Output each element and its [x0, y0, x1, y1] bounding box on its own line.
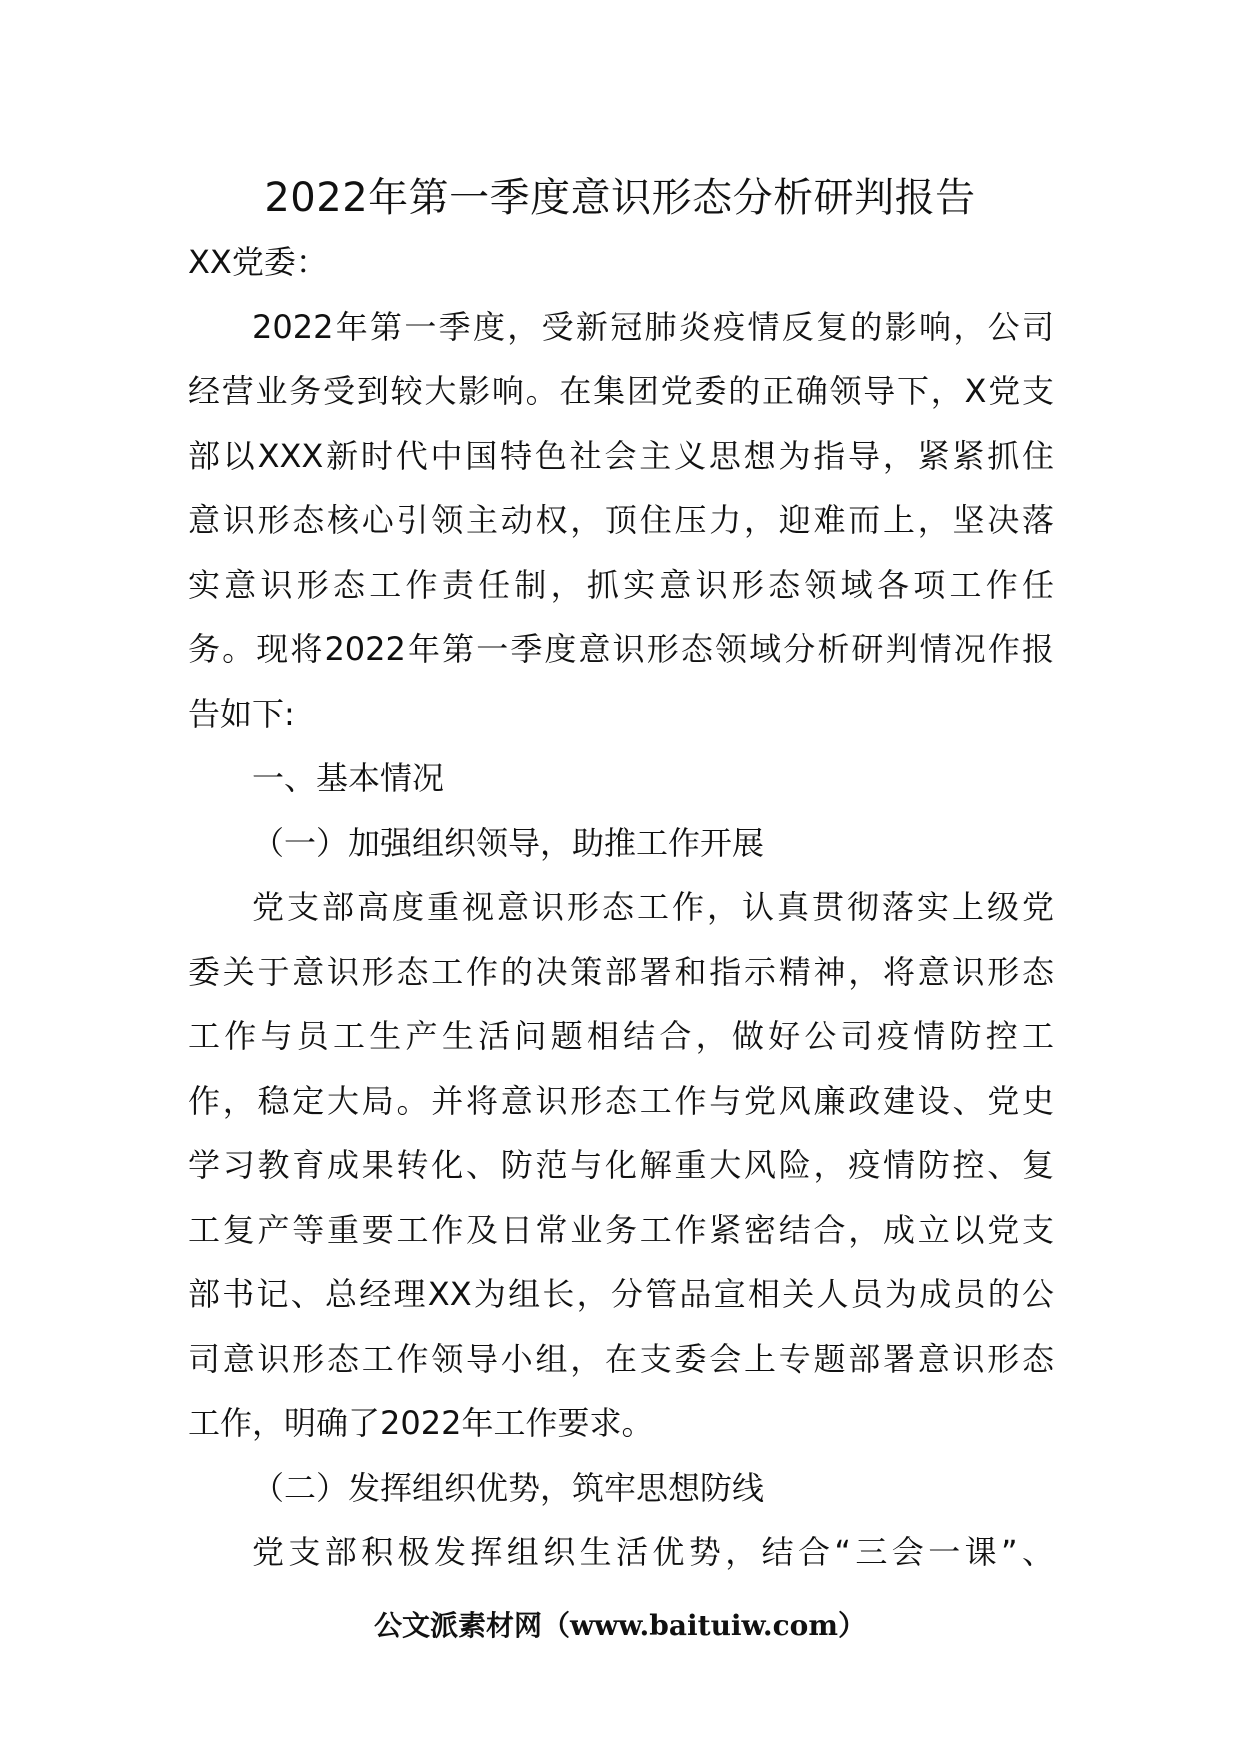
paragraph-section-1 [188, 875, 1054, 1456]
paragraph-line: 学习教育成果转化、防范与化解重大风险，疫情防控、复 [188, 1146, 1054, 1184]
document-body [188, 230, 1054, 1585]
paragraph-line: 务。现将2022年第一季度意识形态领域分析研判情况作报 [188, 630, 1054, 668]
document-title: 2022年第一季度意识形态分析研判报告 [264, 175, 976, 221]
footer-watermark: 公文派素材网（www.baituiw.com） [374, 1609, 866, 1642]
paragraph-line: 司意识形态工作领导小组，在支委会上专题部署意识形态 [188, 1339, 1054, 1378]
paragraph-line: 部以XXX新时代中国特色社会主义思想为指导，紧紧抓住 [188, 436, 1054, 475]
subsection-heading: （二）发挥组织优势，筑牢思想防线 [252, 1468, 765, 1507]
paragraph-line: 作，稳定大局。并将意识形态工作与党风廉政建设、党史 [188, 1081, 1054, 1120]
paragraph-line: 党支部积极发挥组织生活优势，结合“三会一课”、 [252, 1533, 1054, 1571]
paragraph-line: 经营业务受到较大影响。在集团党委的正确领导下，X党支 [188, 372, 1054, 410]
paragraph-line: 工作，明确了2022年工作要求。 [188, 1404, 654, 1442]
paragraph-line: 工复产等重要工作及日常业务工作紧密结合，成立以党支 [188, 1210, 1054, 1249]
section-heading: 一、基本情况 [252, 759, 445, 797]
paragraph-line: 委关于意识形态工作的决策部署和指示精神，将意识形态 [188, 952, 1054, 991]
paragraph-line: 党支部高度重视意识形态工作，认真贯彻落实上级党 [252, 888, 1054, 926]
paragraph-line: 告如下: [188, 694, 295, 733]
subsection-heading: （一）加强组织领导，助推工作开展 [252, 823, 765, 862]
paragraph-intro [188, 295, 1054, 747]
paragraph-line: 工作与员工生产生活问题相结合，做好公司疫情防控工 [188, 1017, 1054, 1055]
paragraph-section-2 [188, 1520, 1054, 1585]
salutation: XX党委： [188, 243, 328, 281]
paragraph-line: 意识形态核心引领主动权，顶住压力，迎难而上，坚决落 [188, 501, 1054, 539]
paragraph-line: 实意识形态工作责任制，抓实意识形态领域各项工作任 [188, 565, 1054, 604]
paragraph-line: 2022年第一季度，受新冠肺炎疫情反复的影响，公司 [252, 307, 1054, 346]
paragraph-line: 部书记、总经理XX为组长，分管品宣相关人员为成员的公 [188, 1275, 1054, 1313]
